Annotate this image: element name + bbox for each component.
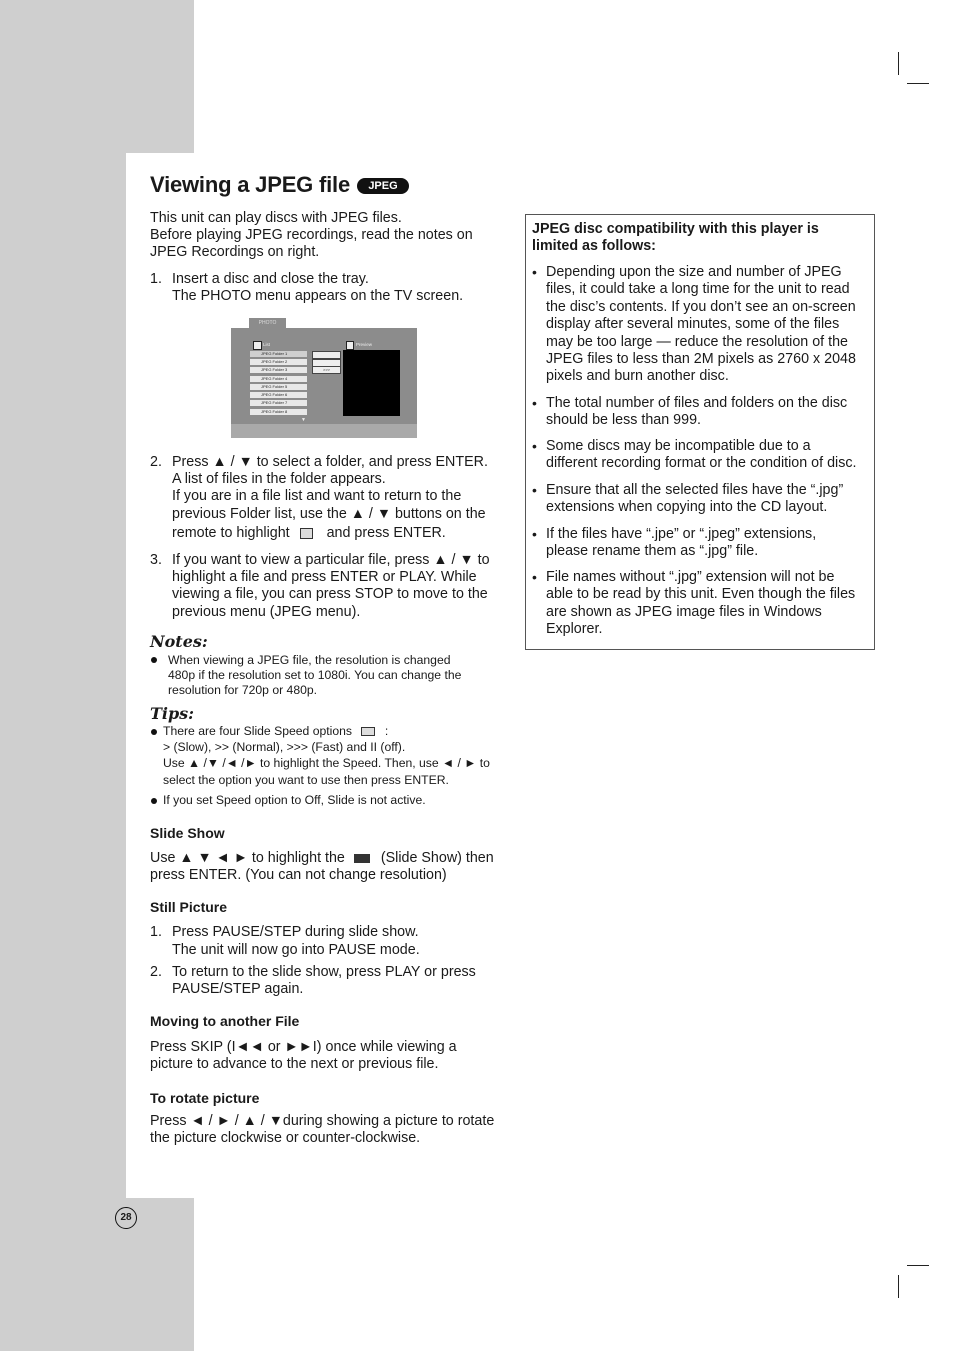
box-line: JPEG files to less than 2M pixels as 2760 x 2048 <box>546 351 856 368</box>
step1-line: Insert a disc and close the tray. <box>172 271 369 287</box>
box-bullet <box>546 438 871 473</box>
intro-line: This unit can play discs with JPEG files. <box>150 210 402 226</box>
bullet-icon <box>151 729 157 735</box>
bullet-icon: • <box>532 569 537 585</box>
box-heading: limited as follows: <box>532 238 656 254</box>
step2-line: Press ▲ / ▼ to select a folder, and press ENTER. <box>172 454 488 470</box>
box-line: files, it could take a long time for the unit to read <box>546 281 850 298</box>
tip-line: > (Slow), >> (Normal), >>> (Fast) and II (off). <box>163 740 406 754</box>
jpeg-badge: JPEG <box>357 178 409 194</box>
step-number: 2. <box>150 454 162 470</box>
box-heading: JPEG disc compatibility with this player is <box>532 221 819 237</box>
intro-line: JPEG Recordings on right. <box>150 244 320 260</box>
bullet-icon: • <box>532 395 537 411</box>
scroll-down-icon[interactable]: ▼ <box>301 417 306 423</box>
folder-list-item[interactable]: JPEG Folder 3 <box>250 367 307 373</box>
rotate-line: Press ◄ / ► / ▲ / ▼during showing a picture to rotate <box>150 1113 495 1129</box>
bullet-icon: • <box>532 438 537 454</box>
folder-list-item[interactable]: JPEG Folder 4 <box>250 376 307 382</box>
folder-list-item[interactable]: JPEG Folder 1 <box>250 351 307 357</box>
folder-up-icon <box>300 528 313 539</box>
box-line: may be too large — reduce the resolution of the <box>546 333 849 350</box>
still-line: Press PAUSE/STEP during slide show. <box>172 924 419 940</box>
step2-enter-text: and press ENTER. <box>326 525 446 541</box>
tip-line <box>163 724 388 740</box>
tip-line: select the option you want to use then press ENTER. <box>163 773 449 787</box>
box-line: Explorer. <box>546 621 603 638</box>
photo-tab: PHOTO <box>249 318 286 329</box>
margin-top-block <box>0 0 194 153</box>
box-line: The total number of files and folders on the disc <box>546 395 848 411</box>
still-picture-heading: Still Picture <box>150 899 228 915</box>
slideshow-button[interactable] <box>312 351 341 359</box>
step2-line: If you are in a file list and want to return to the <box>172 488 462 504</box>
box-line: pixels and burn another disc. <box>546 368 729 385</box>
crop-mark <box>898 1275 899 1298</box>
page-title: Viewing a JPEG file <box>150 172 350 197</box>
list-label: List <box>263 342 271 347</box>
bullet-icon: • <box>532 526 537 542</box>
box-bullet <box>546 526 871 561</box>
slide-show-heading: Slide Show <box>150 825 225 841</box>
speed-button[interactable]: >>> <box>312 366 341 374</box>
slideshow-icon <box>354 854 370 863</box>
tips-heading: Tips: <box>150 704 195 723</box>
margin-bottom-block <box>0 1198 194 1351</box>
moving-line: Press SKIP (I◄◄ or ►►I) once while viewing a <box>150 1039 457 1055</box>
moving-heading: Moving to another File <box>150 1013 300 1029</box>
box-line: Some discs may be incompatible due to a <box>546 438 811 454</box>
box-line: If the files have “.jpe” or “.jpeg” extensions, <box>546 526 817 542</box>
slide-show-line <box>150 850 494 867</box>
step3-line: previous menu (JPEG menu). <box>172 604 361 620</box>
crop-mark <box>907 83 929 84</box>
folder-list-item[interactable]: JPEG Folder 5 <box>250 384 307 390</box>
step3-line: highlight a file and press ENTER or PLAY. While <box>172 569 477 585</box>
folder-list-item[interactable]: JPEG Folder 7 <box>250 400 307 406</box>
speed-icon <box>361 727 375 736</box>
box-bullet <box>546 569 871 639</box>
bullet-icon <box>151 798 157 804</box>
box-line: are shown as JPEG image files in Windows <box>546 603 822 620</box>
box-line: different recording format or the condition of disc. <box>546 455 857 472</box>
crop-mark <box>898 52 899 75</box>
rotate-heading: To rotate picture <box>150 1090 260 1106</box>
bullet-icon: • <box>532 264 537 280</box>
step2-line: A list of files in the folder appears. <box>172 471 386 487</box>
crop-mark <box>907 1265 929 1266</box>
box-line: Ensure that all the selected files have the “.jpg” <box>546 482 844 498</box>
note-line: 480p if the resolution set to 1080i. You can change the <box>168 668 462 682</box>
folder-list-item[interactable]: JPEG Folder 8 <box>250 409 307 415</box>
folder-list-item[interactable]: JPEG Folder 6 <box>250 392 307 398</box>
folder-icon <box>253 341 262 350</box>
margin-left-block <box>0 153 126 1198</box>
screen-bottom-bar <box>231 424 417 438</box>
tip-line: If you set Speed option to Off, Slide is not active. <box>163 793 426 807</box>
notes-heading: Notes: <box>150 632 208 651</box>
still-line: The unit will now go into PAUSE mode. <box>172 942 420 958</box>
tip-line: Use ▲ /▼ /◄ /► to highlight the Speed. Then, use ◄ / ► to <box>163 756 490 770</box>
slide-show-line: press ENTER. (You can not change resolution) <box>150 867 447 883</box>
box-line: should be less than 999. <box>546 412 701 429</box>
step-number: 3. <box>150 552 162 568</box>
box-bullet <box>546 264 871 386</box>
step1-line: The PHOTO menu appears on the TV screen. <box>172 288 464 304</box>
box-line: able to be read by this unit. Even though the files <box>546 586 856 603</box>
step-number: 1. <box>150 271 162 287</box>
slide-show-text: (Slide Show) then <box>380 850 494 866</box>
note-line: resolution for 720p or 480p. <box>168 683 318 697</box>
bullet-icon: • <box>532 482 537 498</box>
folder-list-item[interactable]: JPEG Folder 2 <box>250 359 307 365</box>
box-line: display after several minutes, some of the files <box>546 316 840 333</box>
box-line: File names without “.jpg” extension will not be <box>546 569 835 585</box>
step-number: 1. <box>150 924 162 940</box>
step3-line: If you want to view a particular file, press ▲ / ▼ to <box>172 552 490 568</box>
box-bullet <box>546 482 871 517</box>
step3-line: viewing a file, you can press STOP to move to the <box>172 586 488 602</box>
box-bullet <box>546 395 871 430</box>
tip1-text: There are four Slide Speed options <box>163 724 353 738</box>
intro-line: Before playing JPEG recordings, read the notes on <box>150 227 473 243</box>
preview-label: Preview <box>356 342 373 347</box>
tip1-colon: : <box>384 724 389 738</box>
still-line: To return to the slide show, press PLAY or press <box>172 964 476 980</box>
step2-line <box>172 525 446 542</box>
rotate-line: the picture clockwise or counter-clockwise. <box>150 1130 421 1146</box>
still-line: PAUSE/STEP again. <box>172 981 304 997</box>
note-line: When viewing a JPEG file, the resolution is changed <box>168 653 451 667</box>
box-line: the disc’s contents. If you don’t see an on-screen <box>546 298 856 315</box>
box-line: Depending upon the size and number of JPEG <box>546 264 842 280</box>
preview-window <box>343 350 400 416</box>
moving-line: picture to advance to the next or previous file. <box>150 1056 439 1072</box>
step2-remote-text: remote to highlight <box>172 525 290 541</box>
box-line: extensions when copying into the CD layout. <box>546 499 828 516</box>
step-number: 2. <box>150 964 162 980</box>
step2-line: previous Folder list, use the ▲ / ▼ buttons on the <box>172 506 486 522</box>
bullet-icon <box>151 657 157 663</box>
page-number: 28 <box>115 1207 137 1229</box>
box-line: please rename them as “.jpg” file. <box>546 543 759 560</box>
preview-icon <box>346 341 354 350</box>
slide-show-text: Use ▲ ▼ ◄ ► to highlight the <box>150 850 345 866</box>
